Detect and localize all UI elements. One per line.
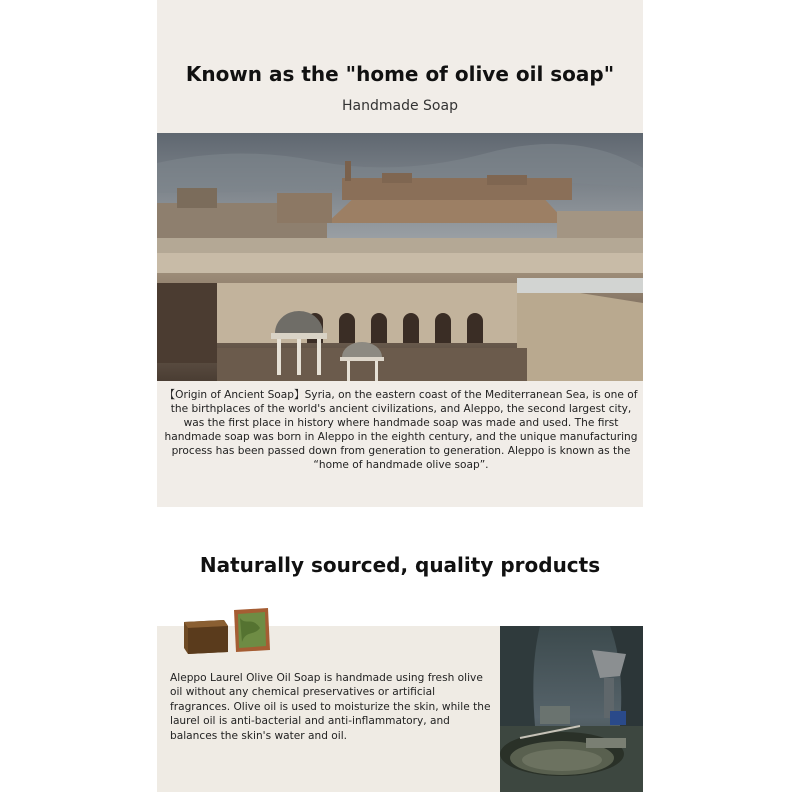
aleppo-citadel-photo [157, 133, 643, 381]
origin-subheading: Handmade Soap [342, 98, 458, 114]
product-description: Aleppo Laurel Olive Oil Soap is handmade using fresh olive oil without any chemical preservatives or artificial fragrances. Olive oil is used to moisturize the skin, while the laurel oil is anti-bacterial and anti-inflammatory, and balances the skin's water and oil. [170, 672, 491, 742]
origin-section [157, 0, 643, 507]
products-heading: Naturally sourced, quality products [199, 553, 601, 577]
soap-bars-photo [180, 606, 272, 658]
origin-heading: Known as the "home of olive oil soap" [185, 62, 615, 86]
soap-factory-photo [500, 626, 643, 792]
origin-paragraph: 【Origin of Ancient Soap】Syria, on the eastern coast of the Mediterranean Sea, is one of the birthplaces of the world's ancient civilizations, and Aleppo, the second largest city, was the first place in history where handmade soap was made and used. The first handmade soap was born in Aleppo in the eighth century, and the unique manufacturing process has been passed down from generation to generation. Aleppo is known as the “home of handmade olive soap”. [164, 389, 638, 472]
